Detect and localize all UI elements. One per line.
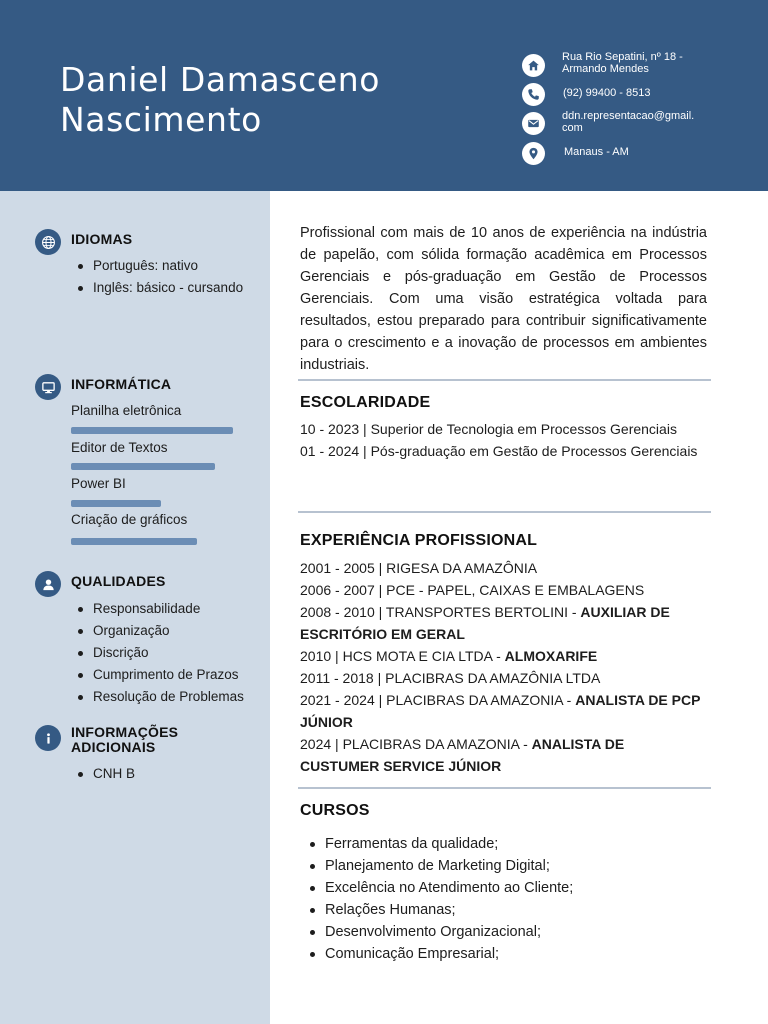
contact-phone [522,83,762,106]
list-item: Responsabilidade [78,598,244,620]
title-line-2: ADICIONAIS [71,739,156,755]
section-adicionais-header [35,725,178,755]
experience-period: 2011 - 2018 [300,670,374,686]
skill-bar [71,427,233,434]
email-line-1: ddn.representacao@gmail. [562,110,695,122]
list-item: Resolução de Problemas [78,686,244,708]
experience-item [300,645,707,667]
section-title-qualidades: QUALIDADES [71,573,166,589]
skill-label: Criação de gráficos [71,512,188,527]
globe-icon [35,229,61,255]
skill-bar [71,500,161,507]
list-item: Ferramentas da qualidade; [310,833,573,855]
list-item: CNH B [78,763,135,785]
section-title-cursos: CURSOS [300,802,370,819]
contact-location [522,142,762,165]
email-line-2: com [562,122,583,134]
education-item [300,440,707,462]
mail-icon [522,112,545,135]
title-line-1: INFORMAÇÕES [71,724,179,740]
divider [298,511,711,513]
experience-period: 2008 - 2010 [300,604,375,620]
skill-label: Planilha eletrônica [71,403,182,418]
user-icon [35,571,61,597]
cursos-list [310,833,573,965]
separator: | [374,604,386,620]
experience-company: HCS MOTA E CIA LTDA - [342,648,505,664]
contact-address [522,51,762,77]
list-item: Planejamento de Marketing Digital; [310,855,573,877]
separator: | [331,648,343,664]
education-period: 01 - 2024 [300,443,360,459]
name-line-1: Daniel Damasceno [60,60,381,99]
separator: | [359,421,371,437]
skill-bar [71,538,197,545]
separator: | [374,560,387,576]
list-item: Organização [78,620,244,642]
experience-item [300,689,707,733]
education-course: Superior de Tecnologia em Processos Gerenciais [370,421,677,437]
experience-period: 2010 [300,648,332,664]
experience-company: PLACIBRAS DA AMAZONIA - [386,692,576,708]
list-item: Relações Humanas; [310,899,573,921]
section-title-idiomas: IDIOMAS [71,231,133,247]
experiencia-list [300,557,707,777]
experience-item [300,557,707,579]
experience-company: PCE - PAPEL, CAIXAS E EMBALAGENS [386,582,645,598]
section-informatica-header [35,374,171,400]
info-icon [35,725,61,751]
separator: | [331,736,343,752]
monitor-icon [35,374,61,400]
qualidades-list [78,598,244,708]
experience-period: 2021 - 2024 [300,692,375,708]
divider [298,787,711,789]
experience-item [300,579,707,601]
separator: | [359,443,371,459]
section-title-escolaridade: ESCOLARIDADE [300,394,431,411]
name-line-2: Nascimento [60,100,262,139]
divider [298,379,711,381]
list-item: Excelência no Atendimento ao Cliente; [310,877,573,899]
header-banner [0,0,768,191]
section-title-adicionais [71,725,178,755]
list-item: Português: nativo [78,255,243,277]
skill-bar [71,463,215,470]
education-course: Pós-graduação em Gestão de Processos Gerenciais [370,443,698,459]
skill-label: Power BI [71,476,126,491]
candidate-name [60,60,480,140]
experience-period: 2006 - 2007 [300,582,375,598]
list-item: Inglês: básico - cursando [78,277,243,299]
experience-item [300,733,707,777]
section-idiomas-header [35,229,132,255]
experience-period: 2001 - 2005 [300,560,375,576]
section-title-informatica: INFORMÁTICA [71,376,172,392]
experience-company: TRANSPORTES BERTOLINI - [385,604,581,620]
education-item [300,418,707,440]
section-title-experiencia: EXPERIÊNCIA PROFISSIONAL [300,532,538,549]
experience-role: AUXILIAR DE ESCRITÓRIO EM GERAL [300,604,670,642]
address-line-1: Rua Rio Sepatini, nº 18 - [562,51,683,63]
location-text: Manaus - AM [564,146,629,158]
list-item: Cumprimento de Prazos [78,664,244,686]
education-period: 10 - 2023 [300,421,360,437]
contact-email [522,112,762,135]
list-item: Desenvolvimento Organizacional; [310,921,573,943]
experience-company: PLACIBRAS DA AMAZONIA - [342,736,532,752]
experience-role: ANALISTA DE PCP JÚNIOR [300,692,701,730]
separator: | [373,670,386,686]
experience-company: PLACIBRAS DA AMAZÔNIA LTDA [385,670,601,686]
experience-item [300,667,707,689]
experience-role: ALMOXARIFE [504,648,598,664]
list-item: Comunicação Empresarial; [310,943,573,965]
adicionais-list [78,763,135,785]
idiomas-list [78,255,243,299]
section-qualidades-header [35,571,166,597]
professional-summary: Profissional com mais de 10 anos de experiência na indústria de papelão, com sólida formação acadêmica em Processos Gerenciais e pós-graduação em Gestão de Processos Gerenciais. Com uma visão estratégica voltada para resultados, estou preparado para contribuir significativamente para o crescimento e a inovação de processos em ambientes industriais. [300,225,707,373]
separator: | [374,692,387,708]
experience-company: RIGESA DA AMAZÔNIA [386,560,538,576]
separator: | [374,582,387,598]
escolaridade-list [300,418,707,462]
list-item: Discrição [78,642,244,664]
phone-text: (92) 99400 - 8513 [563,87,651,99]
phone-icon [522,83,545,106]
skill-label: Editor de Textos [71,440,168,455]
experience-role: ANALISTA DE CUSTUMER SERVICE JÚNIOR [300,736,625,774]
home-icon [522,54,545,77]
location-icon [522,142,545,165]
experience-period: 2024 [300,736,332,752]
address-line-2: Armando Mendes [562,63,649,75]
experience-item [300,601,707,645]
